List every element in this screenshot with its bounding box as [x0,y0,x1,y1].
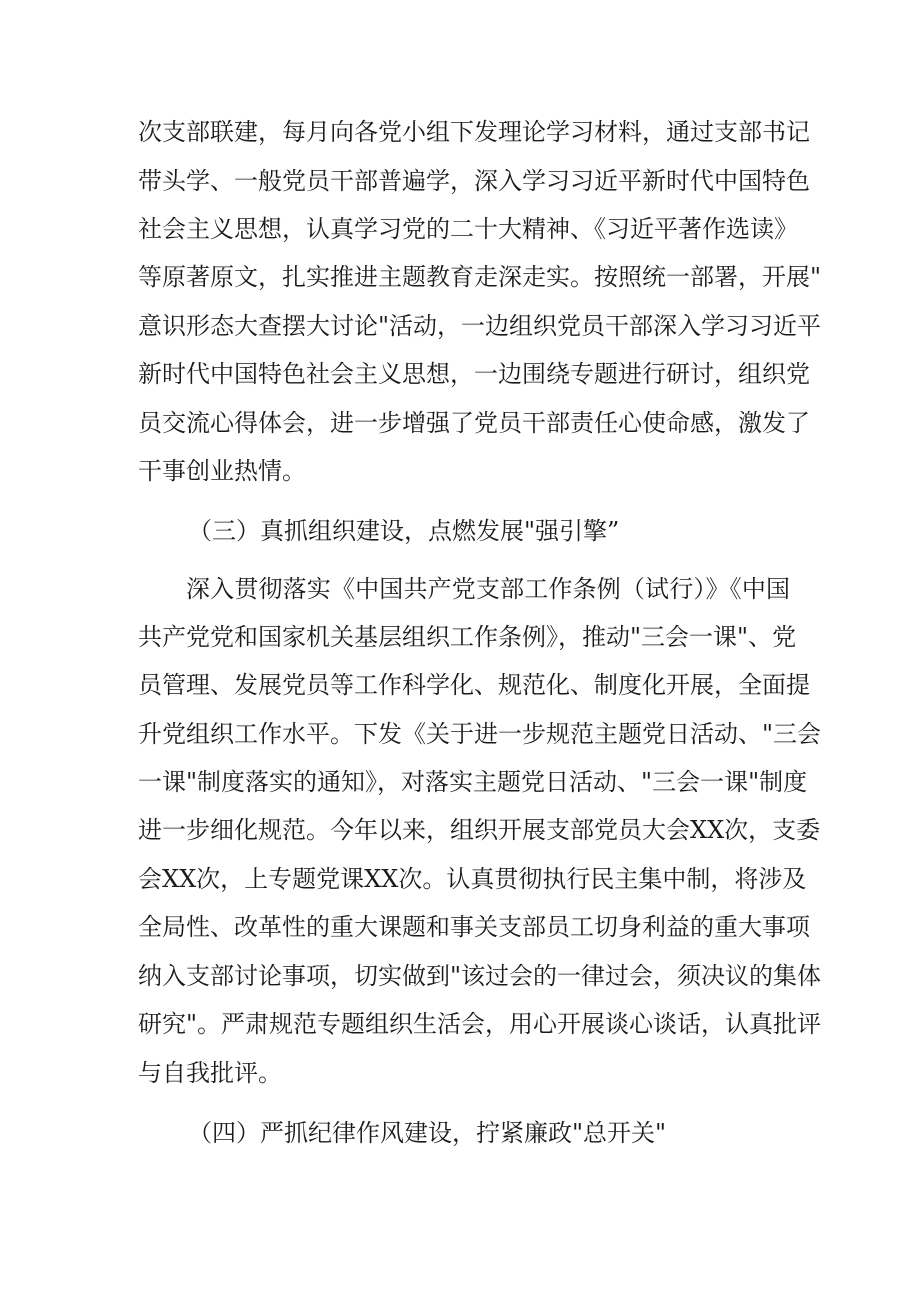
paragraph-line: 社会主义思想，认真学习党的二十大精神、《习近平著作选读》 [138,215,798,243]
paragraph-line: 研究"。严肃规范专题组织生活会，用心开展谈心谈话，认真批评 [138,1010,822,1038]
paragraph-line: 员交流心得体会，进一步增强了党员干部责任心使命感，激发了 [138,409,810,437]
section-heading-4: （四）严抓纪律作风建设，拧紧廉政"总开关" [188,1119,667,1147]
paragraph-line: 共产党党和国家机关基层组织工作条例》，推动"三会一课"、党 [138,623,797,651]
paragraph-line: 与自我批评。 [138,1059,282,1087]
paragraph-line: 进一步细化规范。今年以来，组织开展支部党员大会XX次，支委 [138,816,821,844]
paragraph-line: 员管理、发展党员等工作科学化、规范化、制度化开展，全面提 [138,671,810,699]
paragraph-line: 意识形态大查摆大讨论"活动，一边组织党员干部深入学习习近平 [138,312,822,340]
paragraph-line: 新时代中国特色社会主义思想，一边围绕专题进行研讨，组织党 [138,360,810,388]
paragraph-line: 带头学、一般党员干部普遍学，深入学习习近平新时代中国特色 [138,167,810,195]
paragraph-line: 次支部联建，每月向各党小组下发理论学习材料，通过支部书记 [138,118,810,146]
section-heading-3: （三）真抓组织建设，点燃发展"强引擎” [188,517,620,545]
paragraph-line: 升党组织工作水平。下发《关于进一步规范主题党日活动、"三会 [138,720,822,748]
paragraph-line: 等原著原文，扎实推进主题教育走深走实。按照统一部署，开展" [138,263,822,291]
paragraph-line: 会XX次，上专题党课XX次。认真贯彻执行民主集中制，将涉及 [138,865,807,893]
paragraph-line: 纳入支部讨论事项，切实做到"该过会的一律过会，须决议的集体 [138,962,822,990]
paragraph-line: 一课"制度落实的通知》，对落实主题党日活动、"三会一课"制度 [138,768,808,796]
paragraph-line: 全局性、改革性的重大课题和事关支部员工切身利益的重大事项 [138,913,810,941]
paragraph-line: 深入贯彻落实《中国共产党支部工作条例（试行）》《中国 [186,575,790,603]
paragraph-line: 干事创业热情。 [138,457,306,485]
